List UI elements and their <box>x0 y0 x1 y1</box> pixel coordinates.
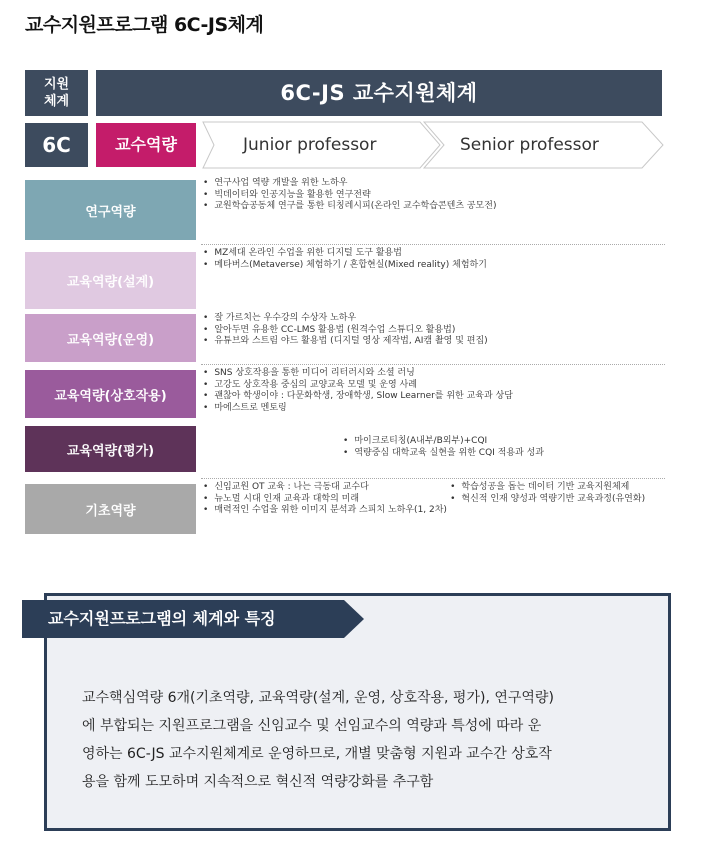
list-item: • 잘 가르치는 우수강의 수상자 노하우 <box>203 313 665 325</box>
operation-competency-box: 교육역량(운영) <box>25 314 196 362</box>
junior-professor-label: Junior professor <box>243 135 377 155</box>
header-left-line1: 지원 <box>43 77 70 92</box>
list-item: • 고강도 상호작용 중심의 교양교육 모델 및 운영 사례 <box>203 380 665 392</box>
research-competency-box: 연구역량 <box>25 180 196 240</box>
list-item: • 알아두면 유용한 CC-LMS 활용법 (원격수업 스튜디오 활용법) <box>203 325 665 337</box>
basic-program-list-left <box>203 482 450 517</box>
list-item: • 유튜브와 스트림 야드 활용법 (디지털 영상 제작법, AI캠 촬영 및 편집) <box>203 336 665 348</box>
interaction-competency-box: 교육역량(상호작용) <box>25 370 196 418</box>
operation-program-list <box>203 313 665 348</box>
list-item: • 혁신적 인재 양성과 역량기반 교육과정(유연화) <box>450 494 665 506</box>
list-item: • 메타버스(Metaverse) 체험하기 / 혼합현실(Mixed reality) 체험하기 <box>203 260 665 272</box>
row-basic <box>25 482 665 534</box>
list-item: • 마이크로티칭(A내부/B외부)+CQI <box>343 436 665 448</box>
row-divider <box>201 478 665 479</box>
basic-competency-box: 기초역량 <box>25 484 196 534</box>
header-support-system-label <box>25 70 88 116</box>
header-main-title: 6C-JS 교수지원체계 <box>96 70 662 116</box>
list-item: • 괜찮아 학생이야 : 다문화학생, 장애학생, Slow Learner를 위한 교육과 상담 <box>203 391 665 403</box>
design-competency-box: 교육역량(설계) <box>25 252 196 309</box>
senior-professor-label: Senior professor <box>460 135 599 155</box>
row-research <box>25 176 665 242</box>
design-program-list <box>203 248 665 271</box>
list-item: • 역량중심 대학교육 실현을 위한 CQI 적용과 성과 <box>343 448 665 460</box>
code-6c-cell: 6C <box>25 123 88 167</box>
summary-line: 교수핵심역량 6개(기초역량, 교육역량(설계, 운영, 상호작용, 평가), 연구역량) <box>82 690 554 706</box>
basic-program-list <box>203 482 665 517</box>
summary-line: 에 부합되는 지원프로그램을 신임교수 및 선임교수의 역량과 특성에 따라 운 <box>82 718 542 734</box>
list-item: • 마에스트로 멘토링 <box>203 403 665 415</box>
list-item: • 학습성공을 돕는 데이터 기반 교육지원체제 <box>450 482 665 494</box>
page-title: 교수지원프로그램 6C-JS체계 <box>25 14 264 36</box>
row-evaluation <box>25 424 665 472</box>
summary-line: 용을 함께 도모하며 지속적으로 혁신적 역량강화를 추구함 <box>82 774 434 790</box>
basic-program-list-right <box>450 482 665 517</box>
list-item: • 빅데이터와 인공지능을 활용한 연구전략 <box>203 190 665 202</box>
header-left-line2: 체계 <box>43 94 70 109</box>
research-program-list <box>203 178 665 213</box>
list-item: • SNS 상호작용을 통한 미디어 리터러시와 소셜 러닝 <box>203 368 665 380</box>
row-divider <box>201 364 665 365</box>
list-item: • 교원학습공동체 연구를 통한 티칭레시피(온라인 교수학습콘텐츠 공모전) <box>203 201 665 213</box>
list-item: • 신임교원 OT 교육 : 나는 극동대 교수다 <box>203 482 450 494</box>
row-operation <box>25 314 665 364</box>
row-design <box>25 248 665 310</box>
evaluation-competency-box: 교육역량(평가) <box>25 426 196 472</box>
interaction-program-list <box>203 368 665 414</box>
summary-line: 영하는 6C-JS 교수지원체계로 운영하므로, 개별 맞춤형 지원과 교수간 상호작 <box>82 746 552 762</box>
competency-cell: 교수역량 <box>96 123 196 167</box>
list-item: • MZ세대 온라인 수업을 위한 디지털 도구 활용법 <box>203 248 665 260</box>
summary-body <box>82 684 642 796</box>
summary-title: 교수지원프로그램의 체계와 특징 <box>48 609 276 628</box>
row-interaction <box>25 368 665 418</box>
list-item: • 연구사업 역량 개발을 위한 노하우 <box>203 178 665 190</box>
list-item: • 뉴노멀 시대 인재 교육과 대학의 미래 <box>203 494 450 506</box>
list-item: • 매력적인 수업을 위한 이미지 분석과 스피치 노하우(1, 2차) <box>203 505 450 517</box>
evaluation-program-list <box>343 436 665 459</box>
row-divider <box>201 244 665 245</box>
